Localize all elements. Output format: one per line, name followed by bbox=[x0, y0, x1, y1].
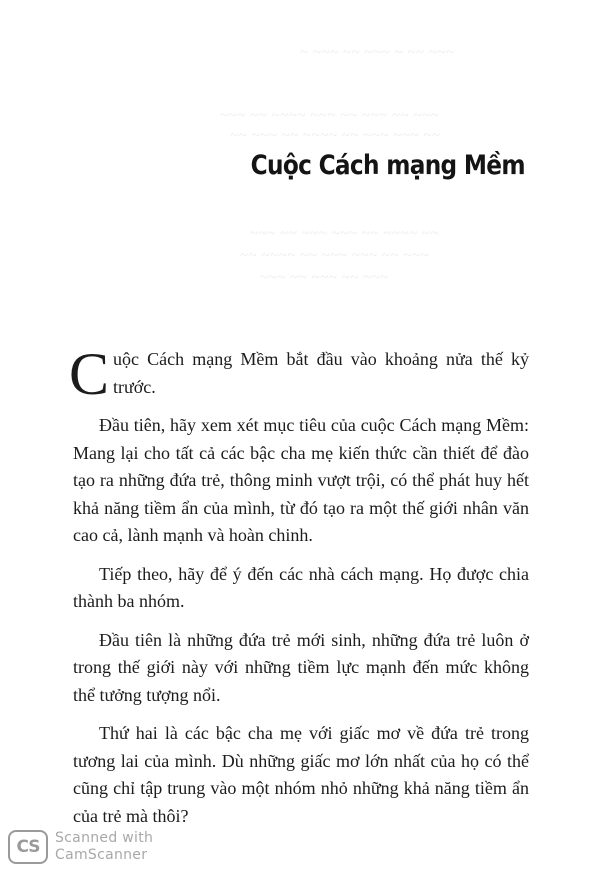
paragraph: Đầu tiên, hãy xem xét mục tiêu của cuộc Cách mạng Mềm: Mang lại cho tất cả các bậc cha mẹ kiến thức cần thiết để đào tạo ra những đứa trẻ, thông minh vượt trội, có thể phát huy hết khả năng tiềm ẩn của mình, từ đó tạo ra một thế giới nhân văn cao cả, lành mạnh và hoàn chinh. bbox=[73, 415, 529, 545]
paragraph: Đầu tiên là những đứa trẻ mới sinh, những đứa trẻ luôn ở trong thế giới này với những tiềm lực mạnh đến mức không thể tưởng tượng nổi. bbox=[73, 629, 529, 705]
paragraph bbox=[69, 341, 529, 407]
scanner-caption-line: Scanned with bbox=[55, 830, 154, 846]
chapter-title: Cuộc Cách mạng Mềm bbox=[250, 150, 525, 181]
show-through-bleed: ~~ ~~~~ ~~ ~~~ ~~~ ~~ ~~~ bbox=[240, 248, 430, 264]
paragraph: Thứ hai là các bậc cha mẹ với giấc mơ về đứa trẻ trong tương lai của mình. Dù những giấc mơ lớn nhất của họ có thể cũng chỉ tập trung vào một nhóm nhỏ những khả năng tiềm ẩn của trẻ mà thôi? bbox=[73, 723, 529, 826]
body-text bbox=[69, 341, 529, 841]
scanner-caption bbox=[55, 830, 153, 864]
camscanner-logo-icon: CS bbox=[8, 830, 48, 864]
scanner-caption-line: CamScanner bbox=[55, 847, 148, 863]
show-through-bleed: ~~~ ~~ ~~~ ~~~ ~~ ~~~~ ~~ bbox=[250, 226, 440, 242]
show-through-bleed: ~~ ~~~ ~~ ~~~~ ~~ ~~~ ~~~ ~~ bbox=[230, 128, 441, 144]
paragraph-text: uộc Cách mạng Mềm bắt đầu vào khoảng nửa thế kỷ trước. bbox=[113, 349, 529, 397]
paragraph: Tiếp theo, hãy để ý đến các nhà cách mạng. Họ được chia thành ba nhóm. bbox=[73, 563, 529, 611]
scanner-watermark bbox=[8, 830, 153, 864]
show-through-bleed: ~ ~~~ ~~ ~~~ ~ ~~ ~~~ bbox=[300, 45, 455, 61]
drop-cap: C bbox=[69, 341, 110, 407]
show-through-bleed: ~~~ ~~ ~~~~ ~~~ ~~ ~~~ ~~ ~~~ bbox=[220, 108, 440, 124]
show-through-bleed: ~~~ ~~ ~~~ ~~ ~~~ bbox=[260, 270, 389, 286]
